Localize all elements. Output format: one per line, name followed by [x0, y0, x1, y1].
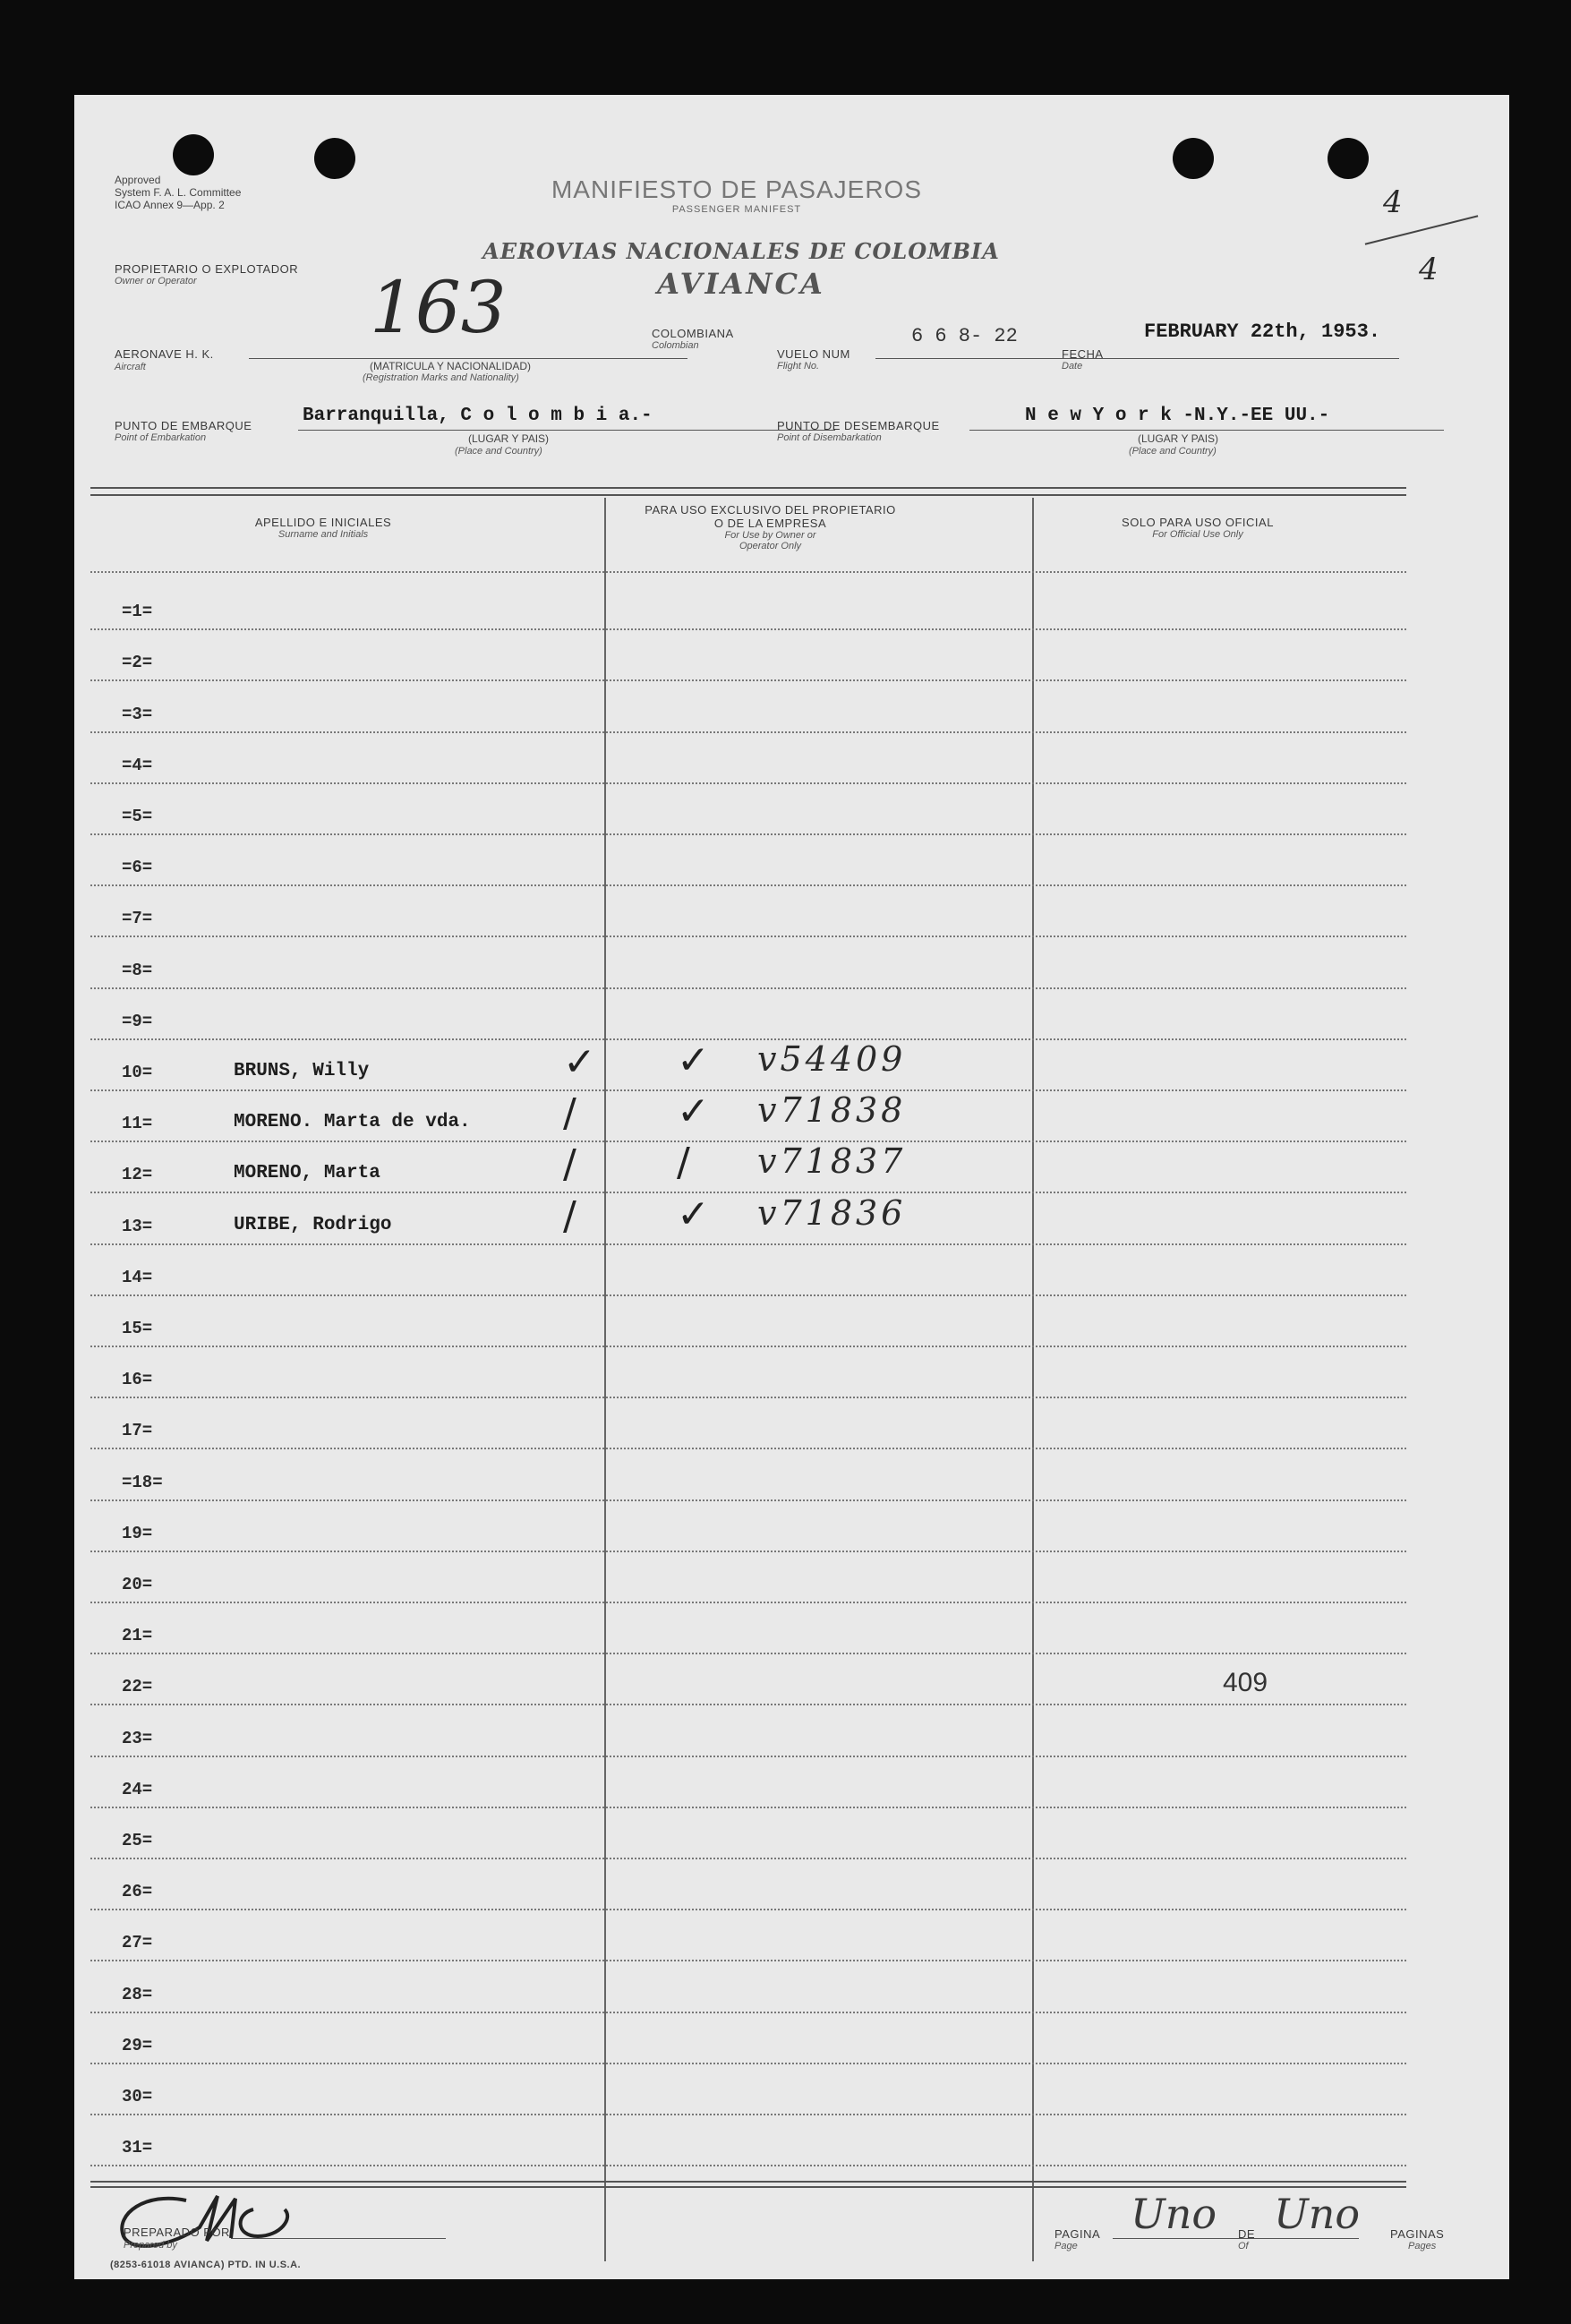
approval-block [115, 174, 241, 211]
row-rule [90, 936, 1406, 937]
row-number: 27= [122, 1933, 153, 1953]
passenger-name: URIBE, Rodrigo [234, 1214, 392, 1235]
flight-label: VUELO NUM [777, 347, 850, 361]
table-row [90, 581, 1406, 632]
row-number: 23= [122, 1728, 153, 1748]
row-number: =6= [122, 858, 153, 878]
row-rule [90, 1346, 1406, 1347]
table-row [90, 786, 1406, 837]
column-header-label-en: For Official Use Only [1152, 529, 1243, 540]
row-rule [90, 1089, 1406, 1091]
date-value: FEBRUARY 22th, 1953. [1144, 320, 1381, 343]
table-row [90, 632, 1406, 683]
row-number: 10= [122, 1062, 153, 1082]
row-number: =18= [122, 1472, 163, 1492]
punch-hole [1173, 138, 1214, 179]
page-value: Uno [1131, 2190, 1217, 2238]
table-row [90, 1400, 1406, 1451]
table-row [90, 1605, 1406, 1656]
row-number: 22= [122, 1677, 153, 1697]
approval-line: ICAO Annex 9—App. 2 [115, 199, 225, 211]
row-number: 20= [122, 1574, 153, 1594]
row-rule [90, 1858, 1406, 1859]
aircraft-label-en: Aircraft [115, 362, 146, 372]
table-row [90, 2015, 1406, 2066]
ticket-number: v71836 [757, 1192, 907, 1233]
table-row [90, 2117, 1406, 2168]
row-number: =4= [122, 755, 153, 775]
table-row [90, 1810, 1406, 1861]
manifest-sheet [74, 95, 1509, 2279]
ticket-number: v71838 [757, 1090, 907, 1131]
embarkation-sub-label-en: (Place and Country) [455, 446, 542, 457]
row-rule [90, 1602, 1406, 1603]
row-rule [90, 2012, 1406, 2013]
row-rule [90, 1397, 1406, 1398]
table-row [90, 1451, 1406, 1502]
row-number: 16= [122, 1370, 153, 1390]
check-mark: / [563, 1141, 576, 1188]
header-divider [90, 487, 1406, 496]
row-number: 13= [122, 1216, 153, 1236]
row-number: 31= [122, 2138, 153, 2158]
row-rule [90, 782, 1406, 784]
table-row [90, 1140, 1406, 1195]
table-row [90, 1247, 1406, 1298]
date-label-en: Date [1062, 361, 1083, 372]
row-rule [90, 1909, 1406, 1910]
table-row [90, 1912, 1406, 1963]
official-note: 409 [1223, 1668, 1268, 1698]
check-mark: ✓ [677, 1038, 710, 1083]
table-row [90, 991, 1406, 1042]
row-number: =9= [122, 1011, 153, 1031]
row-number: 24= [122, 1779, 153, 1799]
disembarkation-label: PUNTO DE DESEMBARQUE [777, 419, 940, 432]
nationality-label: COLOMBIANA [652, 327, 734, 340]
check-mark: / [563, 1192, 576, 1239]
row-number: =8= [122, 960, 153, 980]
row-number: 15= [122, 1318, 153, 1338]
table-row [90, 1656, 1406, 1707]
corner-mark-slash [1365, 215, 1479, 244]
table-row [90, 735, 1406, 786]
page-title: MANIFIESTO DE PASAJEROS [551, 175, 923, 203]
passenger-name: MORENO, Marta [234, 1163, 380, 1184]
airline-name: AEROVIAS NACIONALES DE COLOMBIA [482, 238, 1000, 264]
prepared-by-label: PREPARADO POR [124, 2226, 230, 2239]
table-row [90, 683, 1406, 734]
row-number: =3= [122, 704, 153, 724]
row-number: =1= [122, 602, 153, 622]
row-rule [90, 1141, 1406, 1142]
column-header-label-en: Operator Only [739, 541, 802, 551]
check-mark: / [563, 1090, 576, 1137]
row-rule [90, 1448, 1406, 1449]
row-number: 11= [122, 1114, 153, 1134]
corner-mark-top: 4 [1383, 184, 1403, 220]
table-row [90, 1503, 1406, 1554]
ticket-number: v71837 [757, 1141, 907, 1182]
table-row [90, 939, 1406, 990]
check-mark: ✓ [563, 1038, 596, 1085]
prepared-by-line [231, 2238, 446, 2239]
embarkation-label-en: Point of Embarkation [115, 432, 207, 443]
row-rule [90, 833, 1406, 835]
row-rule [90, 2165, 1406, 2166]
airline-brand: AVIANCA [657, 267, 825, 301]
table-row [90, 837, 1406, 888]
row-rule [90, 2114, 1406, 2115]
embarkation-line [298, 430, 835, 431]
row-rule [90, 1704, 1406, 1705]
table-row [90, 1349, 1406, 1400]
disembarkation-sub-label: (LUGAR Y PAIS) [1138, 432, 1219, 445]
of-value: Uno [1274, 2190, 1361, 2238]
column-header-label-en: For Use by Owner or [724, 530, 816, 541]
row-rule [90, 628, 1406, 630]
column-header-label-en: Surname and Initials [277, 529, 369, 540]
aircraft-label: AERONAVE H. K. [115, 347, 214, 361]
passenger-name: BRUNS, Willy [234, 1060, 370, 1081]
column-header-label: PARA USO EXCLUSIVO DEL PROPIETARIO [645, 503, 896, 517]
row-number: 17= [122, 1421, 153, 1441]
table-row [90, 1861, 1406, 1912]
printer-note: (8253-61018 AVIANCA) PTD. IN U.S.A. [110, 2260, 302, 2270]
row-number: 12= [122, 1165, 153, 1185]
pages-label-en: Pages [1408, 2241, 1437, 2251]
table-row [90, 1554, 1406, 1605]
passenger-name: MORENO. Marta de vda. [234, 1112, 471, 1133]
row-rule [90, 1551, 1406, 1552]
row-number: 21= [122, 1626, 153, 1646]
page-subtitle: PASSENGER MANIFEST [671, 204, 802, 215]
row-rule [90, 1653, 1406, 1654]
row-rule [90, 1807, 1406, 1808]
row-rule [90, 2063, 1406, 2064]
owner-label: PROPIETARIO O EXPLOTADOR [115, 262, 299, 276]
column-header-label: APELLIDO E INICIALES [254, 516, 392, 529]
row-number: 30= [122, 2086, 153, 2106]
flight-label-en: Flight No. [777, 361, 820, 372]
row-number: 25= [122, 1830, 153, 1850]
of-line [1269, 2238, 1359, 2239]
row-number: 28= [122, 1984, 153, 2004]
embarkation-value: Barranquilla, C o l o m b i a.- [303, 406, 653, 426]
row-rule [90, 1499, 1406, 1501]
row-rule [90, 1756, 1406, 1757]
aircraft-line [249, 358, 687, 359]
punch-hole [1328, 138, 1369, 179]
table-row [90, 1298, 1406, 1349]
page-label-en: Page [1054, 2241, 1078, 2251]
date-line [1104, 358, 1399, 359]
ticket-number: v54409 [757, 1039, 907, 1079]
table-row [90, 1089, 1406, 1144]
row-rule [90, 1192, 1406, 1193]
corner-mark-bottom: 4 [1419, 252, 1439, 287]
row-rule [90, 1960, 1406, 1961]
row-number: =5= [122, 806, 153, 826]
column-header-label: SOLO PARA USO OFICIAL [1122, 516, 1274, 529]
pages-label: PAGINAS [1390, 2227, 1445, 2241]
embarkation-sub-label: (LUGAR Y PAIS) [468, 432, 550, 445]
table-row [90, 1191, 1406, 1246]
row-rule [90, 884, 1406, 886]
check-mark: ✓ [677, 1191, 710, 1237]
row-number: 14= [122, 1267, 153, 1287]
nationality-label-en: Colombian [652, 340, 699, 351]
of-label-en: Of [1238, 2241, 1249, 2251]
disembarkation-label-en: Point of Disembarkation [777, 432, 882, 443]
approval-line: System F. A. L. Committee [115, 186, 242, 199]
flight-value: 6 6 8- 22 [911, 325, 1018, 347]
table-row [90, 888, 1406, 939]
column-header-label: O DE LA EMPRESA [713, 517, 827, 530]
row-number: 29= [122, 2035, 153, 2055]
date-label: FECHA [1062, 347, 1104, 361]
title-block [513, 175, 961, 215]
punch-hole [314, 138, 355, 179]
aircraft-sub-label-en: (Registration Marks and Nationality) [363, 372, 519, 383]
row-rule [90, 1243, 1406, 1245]
table-row [90, 2066, 1406, 2117]
row-rule [90, 1294, 1406, 1296]
row-rule [90, 1038, 1406, 1040]
column-header-official-use [987, 516, 1408, 540]
prepared-by-label-en: Prepared by [124, 2240, 177, 2251]
aircraft-value: 163 [370, 266, 507, 349]
aircraft-sub-label: (MATRICULA Y NACIONALIDAD) [370, 360, 532, 372]
column-header-surname [90, 516, 556, 540]
row-number: 19= [122, 1523, 153, 1543]
table-row [90, 1707, 1406, 1758]
disembarkation-line [969, 430, 1444, 431]
check-mark: / [677, 1140, 690, 1186]
owner-label-en: Owner or Operator [115, 276, 197, 286]
embarkation-label: PUNTO DE EMBARQUE [115, 419, 252, 432]
row-number: =2= [122, 653, 153, 673]
table-row [90, 1038, 1406, 1093]
column-header-owner-use [558, 503, 983, 551]
page-label: PAGINA [1054, 2227, 1101, 2241]
of-label: DE [1238, 2227, 1256, 2241]
approval-line: Approved [115, 174, 161, 186]
disembarkation-value: N e w Y o r k -N.Y.-EE UU.- [1025, 406, 1330, 426]
row-rule [90, 731, 1406, 733]
row-number: =7= [122, 909, 153, 929]
table-row [90, 1963, 1406, 2014]
row-rule [90, 679, 1406, 681]
check-mark: ✓ [677, 1089, 710, 1135]
punch-hole [173, 134, 214, 175]
row-rule [90, 987, 1406, 989]
row-number: 26= [122, 1882, 153, 1902]
table-row [90, 1759, 1406, 1810]
disembarkation-sub-label-en: (Place and Country) [1129, 446, 1217, 457]
header-bottom-rule [90, 571, 1406, 573]
